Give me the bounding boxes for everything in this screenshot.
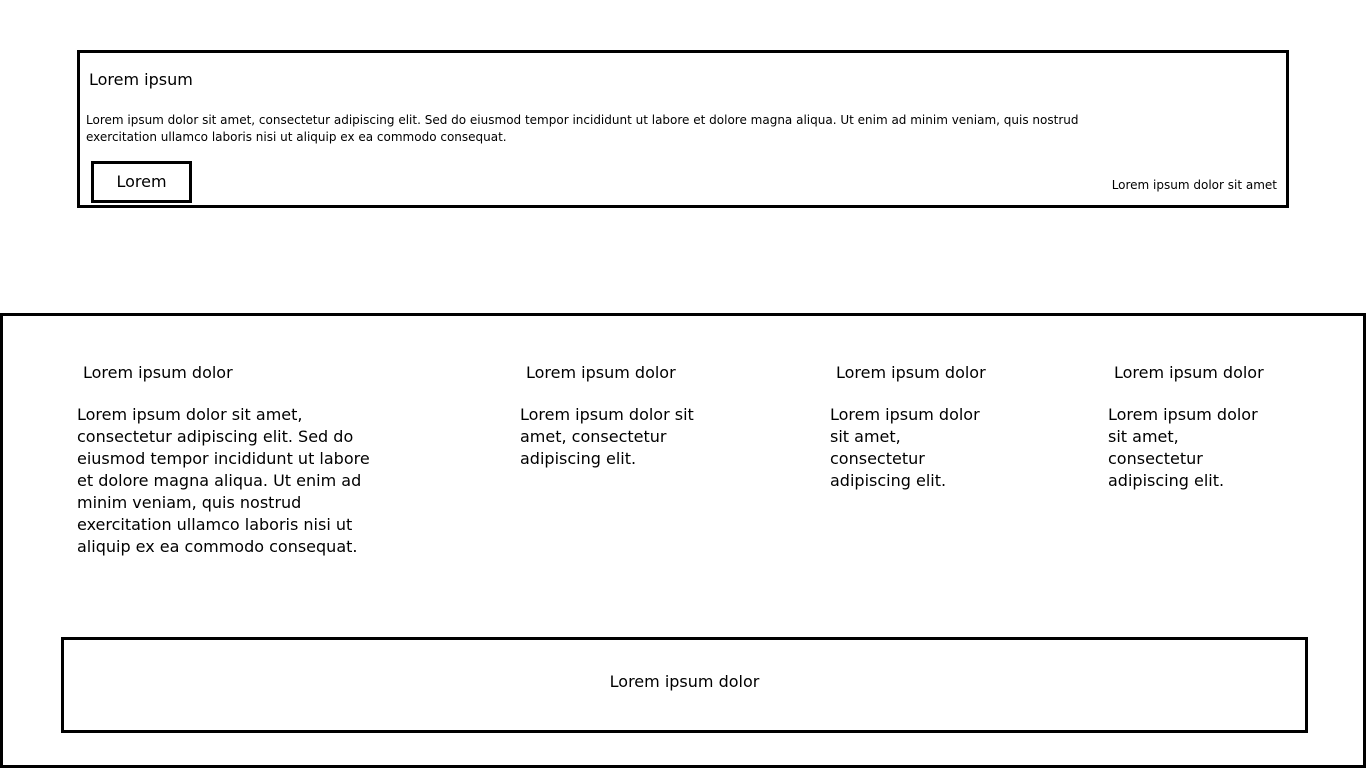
feature-column-3: [830, 363, 990, 492]
feature-column-2: [520, 363, 710, 470]
feature-text: Lorem ipsum dolor sit amet, consectetur adipiscing elit. Sed do eiusmod tempor incididunt ut labore et dolore magna aliqua. Ut enim ad minim veniam, quis nostrud exercitation ullamco laboris nisi ut aliquip ex ea commodo consequat.: [77, 405, 370, 556]
feature-column-4: [1108, 363, 1268, 492]
cta-button[interactable]: [61, 637, 1308, 733]
feature-title: Lorem ipsum dolor: [836, 363, 986, 382]
notice-title: Lorem ipsum: [89, 70, 193, 89]
feature-title: Lorem ipsum dolor: [83, 363, 233, 382]
feature-text: Lorem ipsum dolor sit amet, consectetur adipiscing elit.: [520, 405, 694, 468]
notice-action-button[interactable]: Lorem: [91, 161, 192, 203]
cta-label: Lorem ipsum dolor: [609, 672, 760, 691]
feature-text: Lorem ipsum dolor sit amet, consectetur adipiscing elit.: [1108, 405, 1258, 490]
notice-card: [77, 50, 1289, 208]
feature-title: Lorem ipsum dolor: [1114, 363, 1264, 382]
feature-title: Lorem ipsum dolor: [526, 363, 676, 382]
notice-meta-text: Lorem ipsum dolor sit amet: [1111, 178, 1277, 192]
feature-column-1: [77, 363, 377, 558]
notice-body: Lorem ipsum dolor sit amet, consectetur adipiscing elit. Sed do eiusmod tempor incididunt ut labore et dolore magna aliqua. Ut enim ad minim veniam, quis nostrud exercitation ullamco laboris nisi ut aliquip ex ea commodo consequat.: [86, 113, 1079, 144]
feature-text: Lorem ipsum dolor sit amet, consectetur adipiscing elit.: [830, 405, 980, 490]
features-panel: [0, 313, 1366, 768]
